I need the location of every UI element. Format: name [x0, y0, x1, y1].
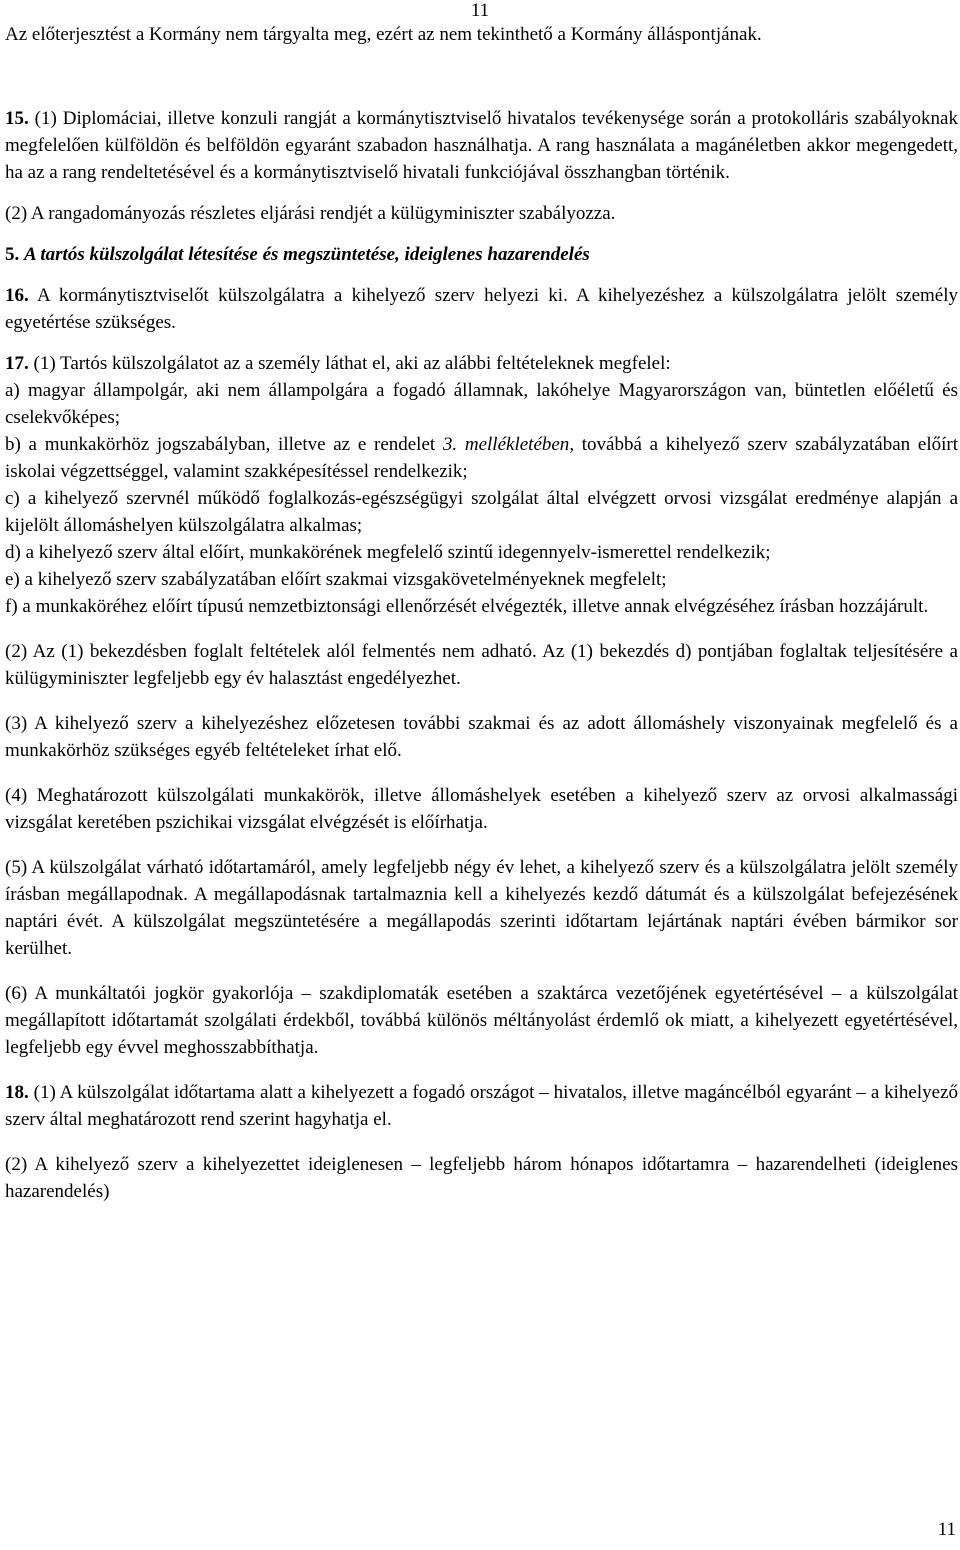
- page-number-top: 11: [470, 0, 490, 21]
- chapter-number: 5.: [5, 244, 20, 265]
- chapter-heading: [5, 241, 958, 268]
- section-15-para-2: (2) A rangadományozás részletes eljárási rendjét a külügyminiszter szabályozza.: [5, 203, 616, 224]
- section-17-para-2: (2) Az (1) bekezdésben foglalt feltételek alól felmentés nem adható. Az (1) bekezdés d) pontjában foglaltak teljesítésére a külügyminiszter legfeljebb egy év halasztást engedélyezhet.: [5, 641, 958, 689]
- list-item-a: a) magyar állampolgár, aki nem állampolgára a fogadó államnak, lakóhelye Magyarországon van, büntetlen előéletű és cselekvőképes;: [5, 380, 958, 428]
- chapter-title: A tartós külszolgálat létesítése és megszüntetése, ideiglenes hazarendelés: [24, 244, 590, 265]
- paragraph-text: A kormánytisztviselőt külszolgálatra a kihelyező szerv helyezi ki. A kihelyezéshez a külszolgálatra jelölt személy egyetértése szükséges.: [5, 285, 958, 333]
- section-number: 18.: [5, 1082, 29, 1103]
- paragraph-text: (1) Diplomáciai, illetve konzuli rangját a kormánytisztviselő hivatalos tevékenysége során a protokolláris szabályoknak megfelelően külföldön és belföldön egyaránt szabadon használhatja. A rang használata a magánéletben akkor megengedett, ha az a rang rendeltetésével és a kormánytisztviselő hivatali funkciójával összhangban történik.: [5, 108, 958, 183]
- list-item-e: e) a kihelyező szerv szabályzatában előírt szakmai vizsgakövetelményeknek megfelelt;: [5, 569, 667, 590]
- paragraph-text: (1) Tartós külszolgálatot az a személy láthat el, aki az alábbi feltételeknek megfelel:: [28, 353, 671, 374]
- page-number-bottom: 11: [937, 1519, 956, 1540]
- section-15-para-1: [5, 105, 958, 186]
- section-17-para-6: (6) A munkáltatói jogkör gyakorlója – szakdiplomaták esetében a szaktárca vezetőjének egyetértésével – a külszolgálat megállapított időtartamát szolgálati érdekből, továbbá különös méltányolást érdemlő ok miatt, a kihelyezett egyetértésével, legfeljebb egy évvel meghosszabbíthatja.: [5, 983, 958, 1058]
- paragraph-text: (1) A külszolgálat időtartama alatt a kihelyezett a fogadó országot – hivatalos, illetve magáncélból egyaránt – a kihelyező szerv által meghatározott rend szerint hagyhatja el.: [5, 1082, 958, 1130]
- section-number: 15.: [5, 108, 29, 129]
- section-17-para-3: (3) A kihelyező szerv a kihelyezéshez előzetesen további szakmai és az adott állomáshely viszonyainak megfelelő és a munkakörhöz szükséges egyéb feltételeket írhat elő.: [5, 713, 958, 761]
- list-item-f: f) a munkaköréhez előírt típusú nemzetbiztonsági ellenőrzését elvégezték, illetve annak elvégzéséhez írásban hozzájárult.: [5, 596, 929, 617]
- section-17-para-4: (4) Meghatározott külszolgálati munkakörök, illetve állomáshelyek esetében a kihelyező szerv az orvosi alkalmassági vizsgálat keretében pszichikai vizsgálat elvégzését is előírhatja.: [5, 785, 958, 833]
- list-item-c: c) a kihelyező szervnél működő foglalkozás-egészségügyi szolgálat által elvégzett orvosi vizsgálat eredménye alapján a kijelölt állomáshelyen külszolgálatra alkalmas;: [5, 488, 958, 536]
- government-notice: Az előterjesztést a Kormány nem tárgyalta meg, ezért az nem tekinthető a Kormány álláspontjának.: [5, 24, 762, 45]
- section-17-para-5: (5) A külszolgálat várható időtartamáról, amely legfeljebb négy év lehet, a kihelyező szerv és a külszolgálatra jelölt személy írásban megállapodnak. A megállapodásnak tartalmaznia kell a kihelyezés kezdő dátumát és a külszolgálat befejezésének naptári évét. A külszolgálat megszüntetésére a megállapodás szerinti időtartam lejártának naptári évében bármikor sor kerülhet.: [5, 857, 958, 959]
- section-17-para-1: [5, 350, 958, 377]
- list-item-d: d) a kihelyező szerv által előírt, munkakörének megfelelő szintű idegennyelv-ismerettel rendelkezik;: [5, 542, 771, 563]
- section-number: 17.: [5, 353, 29, 374]
- section-16-para: [5, 282, 958, 336]
- annex-reference: 3. mellékletében: [442, 434, 570, 455]
- list-item-b: b) a munkakörhöz jogszabályban, illetve az e rendelet 3. mellékletében, továbbá a kihelyező szerv szabályzatában előírt iskolai végzettséggel, valamint szakképesítéssel rendelkezik;: [5, 434, 958, 482]
- section-18-para-2: (2) A kihelyező szerv a kihelyezettet ideiglenesen – legfeljebb három hónapos időtartamra – hazarendelheti (ideiglenes hazarendelés): [5, 1154, 958, 1202]
- section-number: 16.: [5, 285, 29, 306]
- document-body: [5, 105, 958, 1205]
- section-18-para-1: [5, 1079, 958, 1133]
